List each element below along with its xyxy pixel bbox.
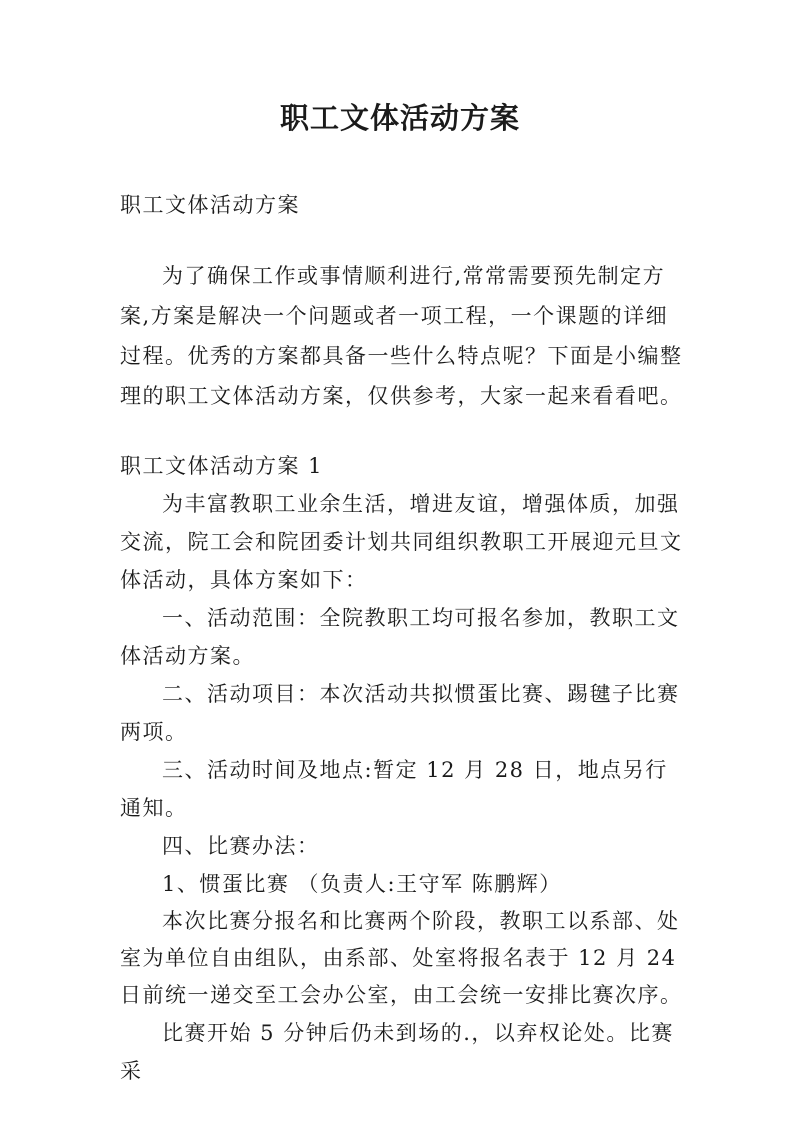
section-heading: 职工文体活动方案 1 xyxy=(120,454,324,478)
section-body xyxy=(120,447,690,1090)
paragraph-time-place: 三、活动时间及地点:暂定 12 月 28 日，地点另行通知。 xyxy=(120,758,668,820)
document-subtitle: 职工文体活动方案 xyxy=(120,193,300,217)
paragraph-registration: 本次比赛分报名和比赛两个阶段，教职工以系部、处室为单位自由组队，由系部、处室将报名表于 12 月 24 日前统一递交至工会办公室，由工会统一安排比赛次序。 xyxy=(120,909,683,1007)
paragraph-forfeit: 比赛开始 5 分钟后仍未到场的.，以弃权论处。比赛采 xyxy=(120,1021,674,1083)
paragraph-items: 二、活动项目：本次活动共拟惯蛋比赛、踢毽子比赛两项。 xyxy=(120,682,680,744)
paragraph-method-heading: 四、比赛办法： xyxy=(162,834,320,858)
paragraph-scope: 一、活动范围：全院教职工均可报名参加，教职工文体活动方案。 xyxy=(120,606,680,668)
document-title: 职工文体活动方案 xyxy=(279,101,520,135)
intro-paragraph: 为了确保工作或事情顺利进行,常常需要预先制定方案,方案是解决一个问题或者一项工程，一个课题的详细过程。优秀的方案都具备一些什么特点呢？下面是小编整理的职工文体活动方案，仅供参考，大家一起来看看吧。 xyxy=(120,264,683,408)
paragraph-purpose: 为丰富教职工业余生活，增进友谊，增强体质，加强交流，院工会和院团委计划共同组织教职工开展迎元旦文体活动，具体方案如下： xyxy=(120,492,683,592)
paragraph-subsection-heading: 1、惯蛋比赛 （负责人:王守军 陈鹏辉） xyxy=(162,872,562,896)
